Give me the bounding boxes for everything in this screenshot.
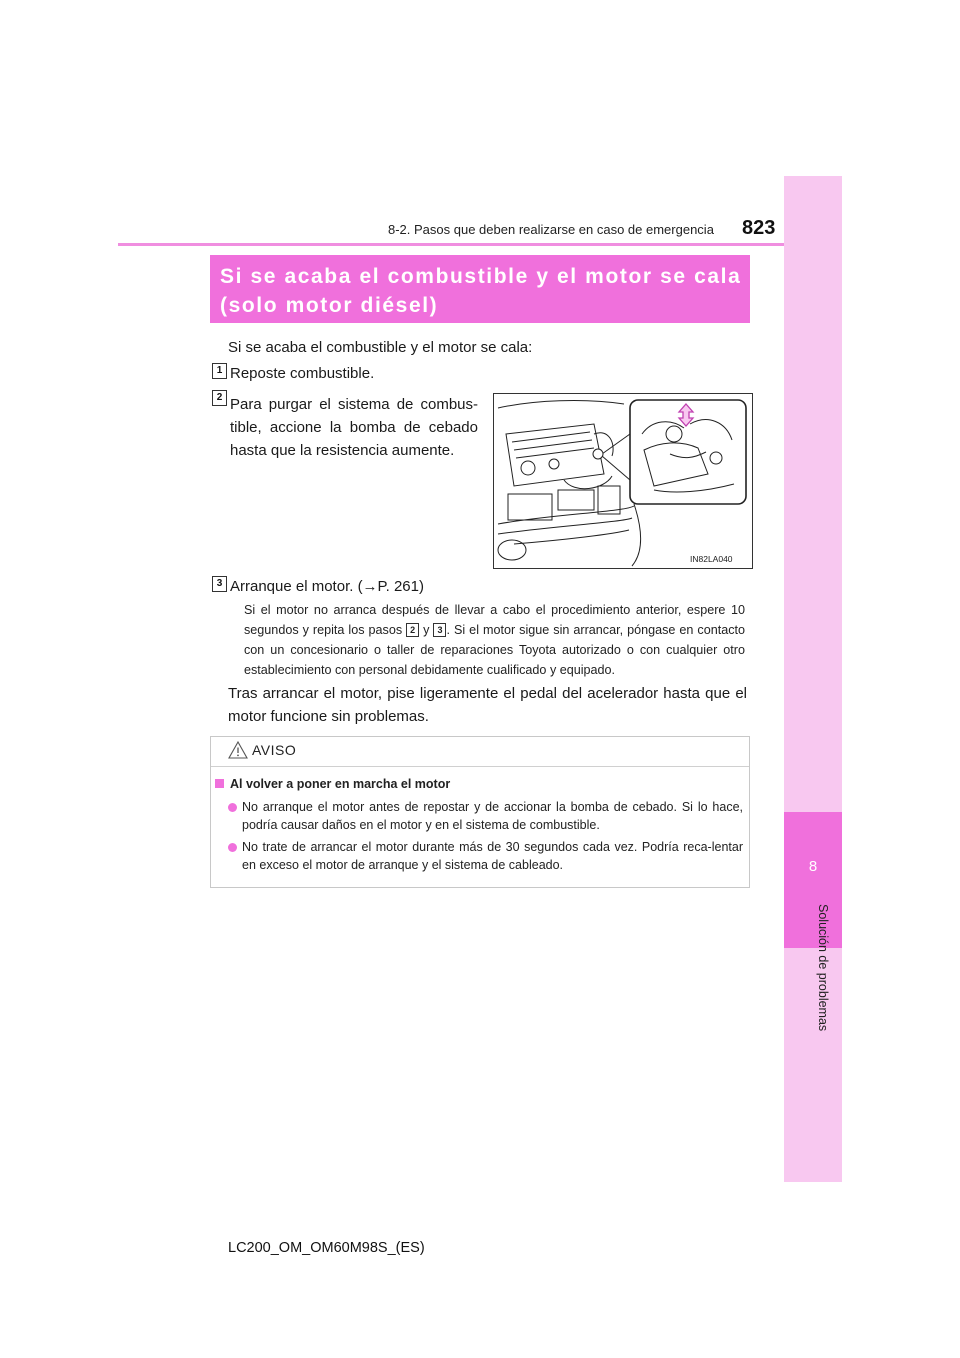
step-text-1: Reposte combustible. bbox=[230, 365, 375, 382]
warning-bullet-1: No arranque el motor antes de repostar y de accionar la bomba de cebado. Si lo hace, podría causar daños en el motor y en el sistema de combustible. bbox=[242, 800, 743, 832]
note-part-2: . Si el motor sigue sin arrancar, póngase en contacto con un concesionario o taller de reparaciones Toyota autorizado o con cualquier otro establecimiento con personal debidamente cualificado y equipado. bbox=[244, 623, 746, 677]
bullet-dot-icon bbox=[228, 803, 237, 812]
chapter-label: Solución de problemas bbox=[816, 904, 830, 1032]
section-heading-line1: Si se acaba el combustible y el motor se cala bbox=[220, 265, 742, 288]
after-start-text: Tras arrancar el motor, pise ligeramente el pedal del acelerador hasta que el motor funcione sin problemas. bbox=[228, 685, 747, 725]
bullet-dot-icon bbox=[228, 843, 237, 852]
note-and: y bbox=[423, 623, 430, 637]
warning-heading-text: Al volver a poner en marcha el motor bbox=[230, 777, 451, 791]
step-number-1: 1 bbox=[212, 363, 227, 379]
page-number: 823 bbox=[742, 217, 776, 239]
warning-triangle-icon bbox=[228, 740, 248, 760]
chapter-number: 8 bbox=[808, 858, 818, 875]
step-number-3: 3 bbox=[212, 576, 227, 592]
section-heading bbox=[210, 255, 750, 323]
warning-bullet-2: No trate de arrancar el motor durante más de 30 segundos cada vez. Podría reca-lentar en exceso el motor de arranque y el sistema de cableado. bbox=[242, 840, 743, 872]
warning-heading bbox=[215, 777, 450, 791]
note-step-ref-3: 3 bbox=[433, 623, 446, 637]
section-heading-line2: (solo motor diésel) bbox=[220, 294, 439, 317]
step-text-3: Arranque el motor. (→P. 261) bbox=[230, 578, 424, 595]
warning-divider bbox=[211, 766, 749, 767]
figure-code: IN82LA040 bbox=[690, 554, 733, 564]
note-step-ref-2: 2 bbox=[406, 623, 419, 637]
step-note bbox=[244, 600, 745, 680]
engine-bay-illustration bbox=[493, 393, 753, 569]
header-rule bbox=[118, 243, 784, 246]
document-code: LC200_OM_OM60M98S_(ES) bbox=[228, 1240, 425, 1256]
warning-title: AVISO bbox=[252, 742, 297, 758]
step-text-2: Para purgar el sistema de combus-tible, accione la bomba de cebado hasta que la resistencia aumente. bbox=[230, 396, 478, 459]
side-tab-band bbox=[784, 176, 842, 1182]
section-title: 8-2. Pasos que deben realizarse en caso de emergencia bbox=[388, 222, 714, 237]
square-bullet-icon bbox=[215, 779, 224, 788]
note-part-1: Si el motor no arranca después de llevar a cabo el procedimiento anterior, espere 10 segundos y repita los pasos bbox=[244, 603, 745, 637]
intro-text: Si se acaba el combustible y el motor se cala: bbox=[228, 339, 533, 356]
step-number-2: 2 bbox=[212, 390, 227, 406]
